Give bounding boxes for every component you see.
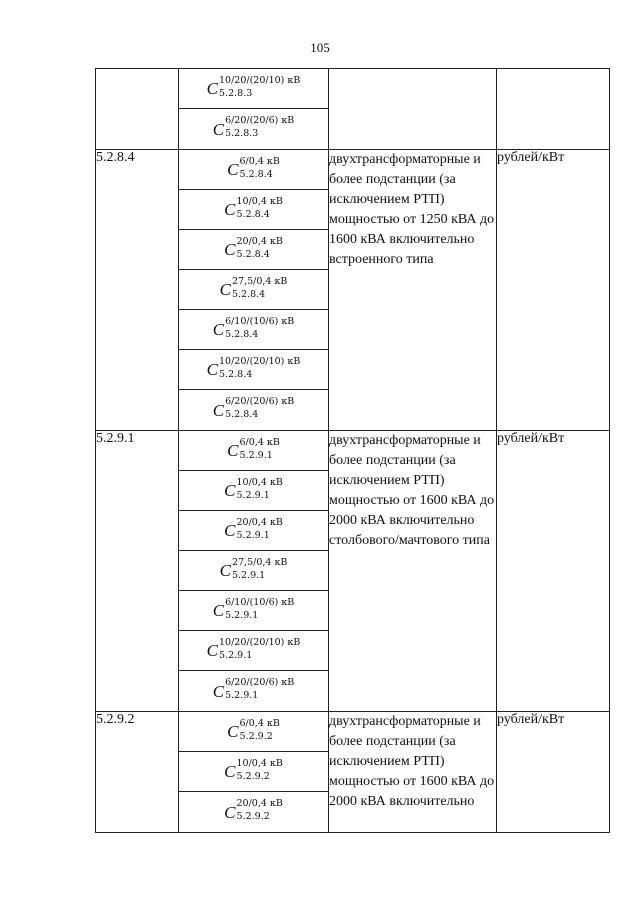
rate-symbol-box	[179, 350, 328, 390]
formula-subscript: 5.2.9.2	[236, 770, 270, 782]
rate-symbols-cell	[179, 431, 329, 712]
unit-cell: рублей/кВт	[497, 431, 610, 712]
formula-letter: C	[212, 320, 225, 339]
formula-superscript: 6/0,4 кВ	[239, 155, 280, 167]
rate-symbol-box	[179, 190, 328, 230]
formula-letter: C	[206, 360, 219, 379]
description-cell: двухтрансформаторные и более подстанции (за исключением РТП) мощностью от 1600 кВА до 2000 кВА включительно столбового/мачтового типа	[329, 431, 497, 712]
rate-formula	[224, 476, 283, 501]
item-code-cell: 5.2.9.1	[96, 431, 179, 712]
description-cell	[329, 69, 497, 150]
formula-letter: C	[224, 200, 236, 219]
formula-scripts	[239, 717, 280, 742]
formula-letter: C	[206, 641, 219, 660]
formula-scripts	[236, 476, 283, 501]
table-row	[96, 431, 610, 712]
formula-letter: C	[224, 762, 236, 781]
formula-scripts	[236, 516, 283, 541]
rate-formula	[224, 798, 283, 822]
formula-superscript: 10/20/(20/10) кВ	[219, 74, 301, 86]
rate-symbol-box	[179, 270, 328, 310]
formula-subscript: 5.2.9.1	[236, 489, 270, 501]
formula-superscript: 10/20/(20/10) кВ	[219, 636, 301, 648]
rate-symbol-box	[179, 792, 328, 832]
description-cell: двухтрансформаторные и более подстанции (за исключением РТП) мощностью от 1600 кВА до 2000 кВА включительно	[329, 712, 497, 833]
unit-cell: рублей/кВт	[497, 712, 610, 833]
formula-letter: C	[227, 160, 239, 179]
formula-superscript: 10/0,4 кВ	[236, 476, 283, 488]
formula-scripts	[225, 115, 295, 139]
formula-superscript: 10/0,4 кВ	[236, 757, 283, 769]
formula-subscript: 5.2.8.4	[231, 288, 266, 300]
rate-formula	[206, 636, 301, 661]
table-row	[96, 150, 610, 431]
formula-subscript: 5.2.9.1	[219, 649, 253, 661]
rate-formula	[224, 195, 283, 220]
formula-subscript: 5.2.8.3	[225, 128, 259, 139]
rate-formula	[224, 516, 283, 541]
formula-scripts	[219, 74, 301, 99]
rate-formula	[206, 74, 301, 99]
formula-letter: C	[224, 240, 236, 259]
formula-subscript: 5.2.8.4	[225, 328, 259, 340]
table-row	[96, 69, 610, 150]
rate-symbol-stack	[179, 69, 328, 149]
rate-formula	[212, 596, 295, 621]
rate-symbol-box	[179, 712, 328, 752]
formula-letter: C	[212, 681, 225, 701]
rate-symbols-cell	[179, 712, 329, 833]
rate-formula	[219, 556, 288, 581]
rate-symbol-box	[179, 230, 328, 270]
rate-formula	[227, 155, 280, 180]
rate-symbol-box	[179, 69, 328, 109]
formula-letter: C	[224, 521, 236, 540]
formula-scripts	[236, 757, 283, 782]
formula-superscript: 20/0,4 кВ	[236, 235, 283, 247]
item-code-cell	[96, 69, 179, 150]
rate-symbol-box	[179, 390, 328, 430]
rate-formula	[212, 115, 295, 139]
rate-symbol-box	[179, 150, 328, 190]
formula-subscript: 5.2.9.1	[239, 449, 273, 461]
formula-subscript: 5.2.9.1	[231, 569, 266, 581]
rate-symbol-box	[179, 471, 328, 511]
rate-symbol-stack	[179, 712, 328, 832]
formula-letter: C	[227, 722, 239, 741]
item-code-cell: 5.2.8.4	[96, 150, 179, 431]
rate-symbol-box	[179, 752, 328, 792]
formula-scripts	[239, 436, 280, 461]
tariff-table	[95, 68, 610, 833]
formula-subscript: 5.2.8.3	[219, 87, 253, 99]
rate-symbols-cell	[179, 69, 329, 150]
formula-superscript: 6/20/(20/6) кВ	[225, 115, 295, 126]
formula-letter: C	[219, 280, 231, 299]
rate-symbol-box	[179, 591, 328, 631]
formula-superscript: 6/0,4 кВ	[239, 717, 280, 729]
formula-scripts	[225, 396, 295, 420]
formula-subscript: 5.2.8.4	[239, 168, 273, 180]
rate-symbol-box	[179, 511, 328, 551]
formula-scripts	[231, 275, 288, 300]
formula-scripts	[219, 636, 301, 661]
formula-scripts	[225, 315, 295, 340]
formula-subscript: 5.2.8.4	[219, 368, 253, 380]
formula-scripts	[225, 596, 295, 621]
formula-letter: C	[219, 561, 231, 580]
formula-scripts	[236, 798, 283, 822]
rate-symbols-cell	[179, 150, 329, 431]
formula-superscript: 27,5/0,4 кВ	[231, 556, 288, 568]
item-code-cell: 5.2.9.2	[96, 712, 179, 833]
rate-symbol-box	[179, 671, 328, 711]
formula-scripts	[236, 195, 283, 220]
rate-symbol-box	[179, 310, 328, 350]
rate-symbol-box	[179, 551, 328, 591]
rate-formula	[206, 355, 301, 380]
formula-subscript: 5.2.9.1	[225, 609, 259, 621]
rate-symbol-stack	[179, 431, 328, 711]
unit-cell: рублей/кВт	[497, 150, 610, 431]
formula-superscript: 6/20/(20/6) кВ	[225, 677, 295, 688]
description-cell: двухтрансформаторные и более подстанции (за исключением РТП) мощностью от 1250 кВА до 1600 кВА включительно встроенного типа	[329, 150, 497, 431]
formula-scripts	[236, 235, 283, 260]
formula-superscript: 10/0,4 кВ	[236, 195, 283, 207]
formula-letter: C	[212, 400, 225, 420]
rate-symbol-box	[179, 431, 328, 471]
rate-symbol-box	[179, 631, 328, 671]
formula-letter: C	[206, 79, 219, 98]
formula-superscript: 6/0,4 кВ	[239, 436, 280, 448]
formula-letter: C	[224, 802, 236, 822]
formula-superscript: 27,5/0,4 кВ	[231, 275, 288, 287]
rate-formula	[224, 235, 283, 260]
formula-subscript: 5.2.9.1	[225, 690, 259, 701]
formula-subscript: 5.2.8.4	[236, 208, 270, 220]
rate-formula	[224, 757, 283, 782]
formula-scripts	[225, 677, 295, 701]
formula-letter: C	[227, 441, 239, 460]
table-row	[96, 712, 610, 833]
formula-superscript: 10/20/(20/10) кВ	[219, 355, 301, 367]
rate-symbol-box	[179, 109, 328, 149]
rate-formula	[227, 436, 280, 461]
formula-superscript: 6/10/(10/6) кВ	[225, 596, 295, 608]
formula-superscript: 20/0,4 кВ	[236, 516, 283, 528]
page-number: 105	[310, 40, 330, 55]
formula-letter: C	[224, 481, 236, 500]
rate-formula	[212, 677, 295, 701]
formula-subscript: 5.2.9.2	[239, 730, 273, 742]
formula-scripts	[231, 556, 288, 581]
rate-formula	[212, 396, 295, 420]
formula-subscript: 5.2.9.2	[236, 811, 270, 822]
formula-letter: C	[212, 119, 225, 139]
formula-subscript: 5.2.8.4	[236, 248, 270, 260]
formula-subscript: 5.2.8.4	[225, 409, 259, 420]
formula-superscript: 6/10/(10/6) кВ	[225, 315, 295, 327]
formula-superscript: 20/0,4 кВ	[236, 798, 283, 809]
rate-symbol-stack	[179, 150, 328, 430]
rate-formula	[219, 275, 288, 300]
formula-superscript: 6/20/(20/6) кВ	[225, 396, 295, 407]
formula-scripts	[219, 355, 301, 380]
unit-cell	[497, 69, 610, 150]
formula-scripts	[239, 155, 280, 180]
formula-subscript: 5.2.9.1	[236, 529, 270, 541]
formula-letter: C	[212, 601, 225, 620]
rate-formula	[212, 315, 295, 340]
rate-formula	[227, 717, 280, 742]
